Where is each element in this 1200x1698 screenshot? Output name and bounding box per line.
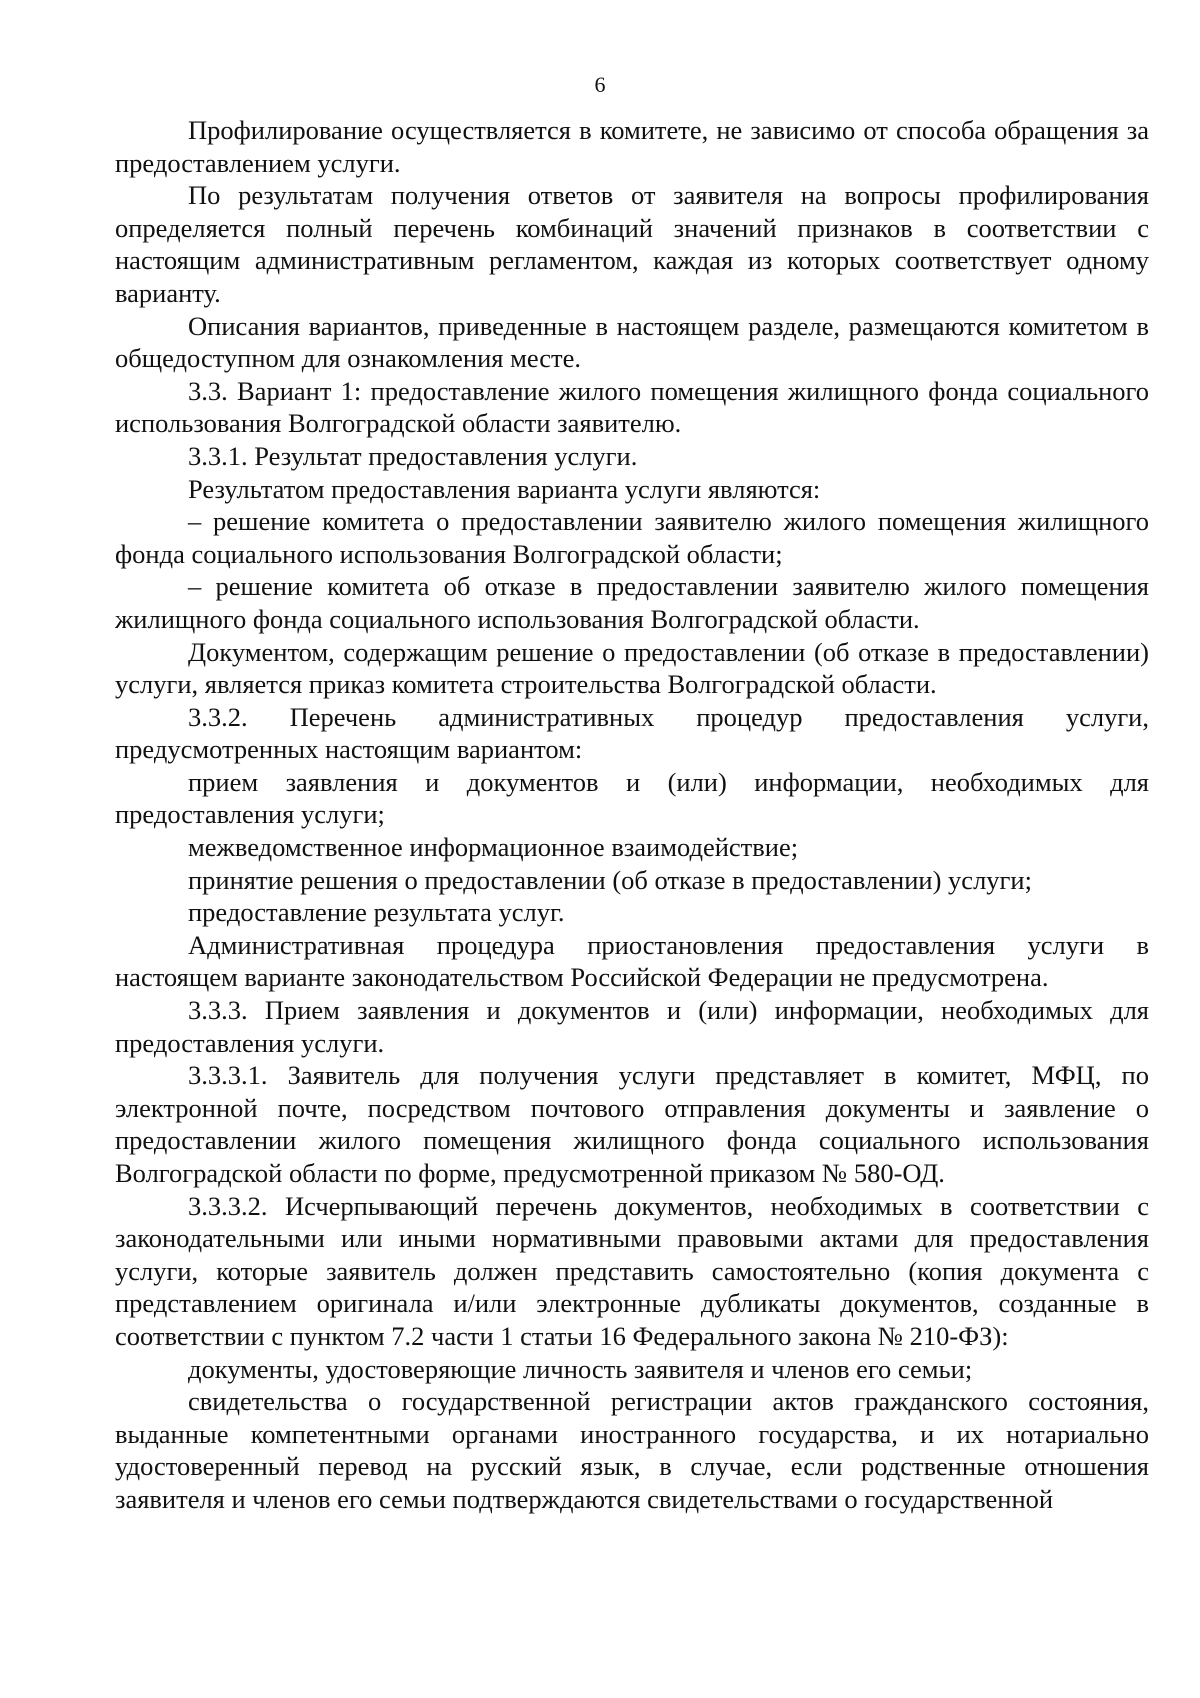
list-item: свидетельства о государственной регистрации актов гражданского состояния, выданные компетентными органами иностранного государства, и их нотариально удостоверенный перевод на русский язык, в случае, если родственные отношения заявителя и членов его семьи подтверждаются свидетельствами о государственной: [115, 1386, 1149, 1514]
page-number: 6: [594, 72, 606, 97]
paragraph: Результатом предоставления варианта услуги являются:: [188, 473, 821, 504]
paragraph: Документом, содержащим решение о предоставлении (об отказе в предоставлении) услуги, является приказ комитета строительства Волгоградской области.: [115, 636, 1149, 700]
paragraph: Описания вариантов, приведенные в настоящем разделе, размещаются комитетом в общедоступном для ознакомления месте.: [115, 310, 1149, 374]
subsection-heading: 3.3.3. Прием заявления и документов и (или) информации, необходимых для предоставления услуги.: [115, 995, 1149, 1058]
list-item: документы, удостоверяющие личность заявителя и членов его семьи;: [188, 1353, 973, 1384]
subsection-heading: 3.3.1. Результат предоставления услуги.: [188, 440, 638, 471]
list-item: принятие решения о предоставлении (об отказе в предоставлении) услуги;: [188, 864, 1032, 895]
paragraph: По результатам получения ответов от заявителя на вопросы профилирования определяется полный перечень комбинаций значений признаков в соответствии с настоящим административным регламентом, каждая из которых соответствует одному варианту.: [115, 180, 1149, 308]
paragraph: Административная процедура приостановления предоставления услуги в настоящем варианте законодательством Российской Федерации не предусмотрена.: [115, 929, 1149, 993]
list-item: предоставление результата услуг.: [188, 897, 565, 928]
list-item: – решение комитета об отказе в предоставлении заявителю жилого помещения жилищного фонда социального использования Волгоградской области.: [115, 571, 1149, 634]
list-item: межведомственное информационное взаимодействие;: [188, 832, 799, 863]
paragraph: 3.3.3.1. Заявитель для получения услуги представляет в комитет, МФЦ, по электронной почте, посредством почтового отправления документы и заявление о предоставлении жилого помещения жилищного фонда социального использования Волгоградской области по форме, предусмотренной приказом № 580-ОД.: [115, 1060, 1149, 1188]
paragraph: Профилирование осуществляется в комитете, не зависимо от способа обращения за предоставлением услуги.: [115, 115, 1149, 178]
list-item: прием заявления и документов и (или) информации, необходимых для предоставления услуги;: [115, 766, 1149, 830]
subsection-heading: 3.3.2. Перечень административных процедур предоставления услуги, предусмотренных настоящим вариантом:: [115, 701, 1149, 765]
document-body: [115, 114, 1149, 1516]
list-item: – решение комитета о предоставлении заявителю жилого помещения жилищного фонда социального использования Волгоградской области;: [115, 506, 1149, 569]
paragraph: 3.3.3.2. Исчерпывающий перечень документов, необходимых в соответствии с законодательными или иными нормативными правовыми актами для предоставления услуги, которые заявитель должен представить самостоятельно (копия документа с представлением оригинала и/или электронные дубликаты документов, созданные в соответствии с пунктом 7.2 части 1 статьи 16 Федерального закона № 210-ФЗ):: [115, 1190, 1149, 1351]
section-heading: 3.3. Вариант 1: предоставление жилого помещения жилищного фонда социального использования Волгоградской области заявителю.: [115, 375, 1149, 439]
